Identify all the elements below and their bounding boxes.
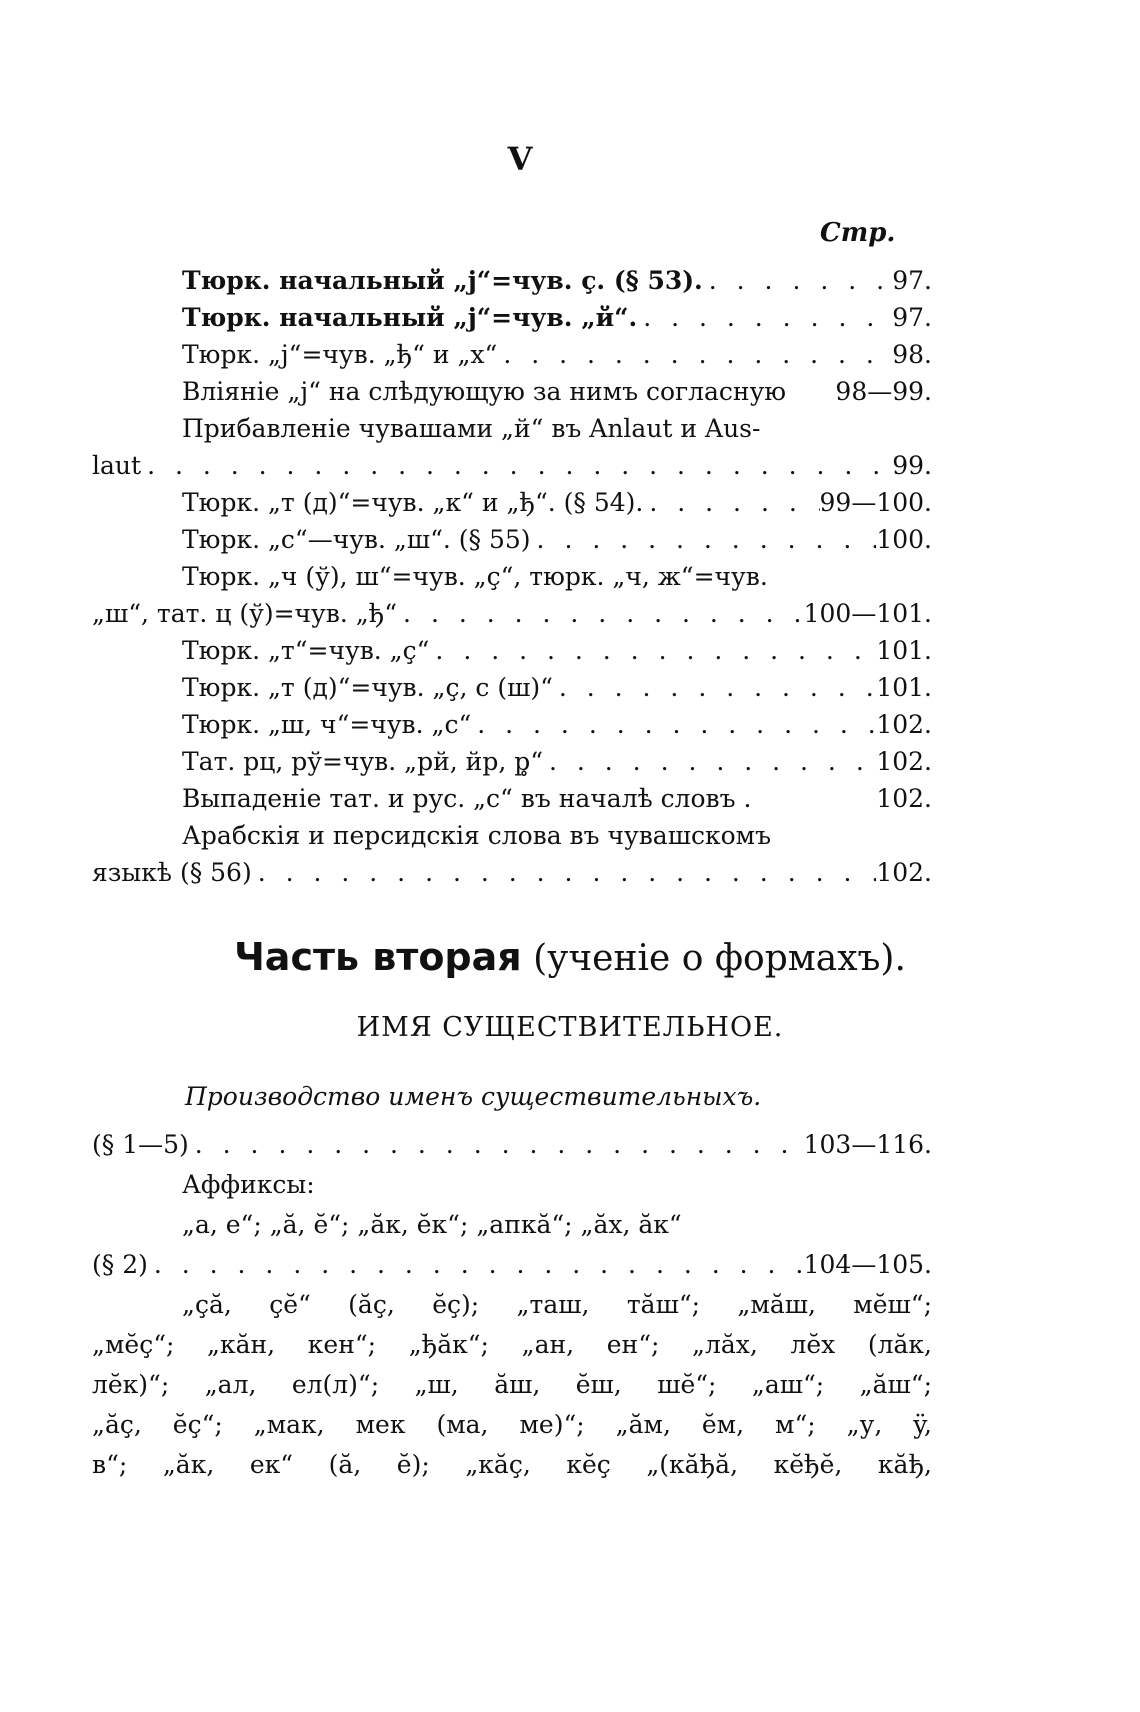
- toc-entry-page: 100.: [876, 525, 932, 554]
- toc-entry-text: Вліяніе „j“ на слѣдующую за нимъ согласную: [182, 377, 787, 406]
- toc-leader: [643, 484, 819, 521]
- toc-entry-text: Прибавленіе чувашами „й“ въ Anlaut и Aus-: [182, 414, 761, 443]
- page-number: V: [507, 140, 533, 178]
- toc-entry-text: Тат. рц, рў=чув. „рй, йр, р̥“: [182, 747, 543, 776]
- toc-entry-text: языкѣ (§ 56): [92, 858, 252, 887]
- toc-entry-page: 102.: [876, 710, 932, 739]
- toc-entry: [92, 373, 932, 410]
- toc-entry-page: 102.: [876, 747, 932, 776]
- toc-leader: [429, 632, 876, 669]
- affix-range-page: 104—105.: [803, 1250, 932, 1279]
- toc-entry-text: Тюрк. начальный „j“=чув. „й“.: [182, 303, 638, 332]
- toc-entry: [92, 484, 932, 521]
- toc-entry-page: 101.: [876, 673, 932, 702]
- subsection-range-row: [92, 1125, 932, 1165]
- toc-entry-page: 99—100.: [819, 488, 932, 517]
- toc-entry: [92, 410, 932, 447]
- toc-entry-page: 98.: [892, 340, 932, 369]
- toc-entry-text: laut: [92, 451, 142, 480]
- toc-entry: [92, 595, 932, 632]
- toc-entry: [92, 632, 932, 669]
- toc-entry: [92, 780, 932, 817]
- toc-entry-text: Тюрк. „т (д)“=чув. „к“ и „ђ“. (§ 54).: [182, 488, 644, 517]
- toc-entry: [92, 299, 932, 336]
- toc-entry-text: Тюрк. „с“—чув. „ш“. (§ 55): [182, 525, 531, 554]
- toc-entry-text: „ш“, тат. ц (ў)=чув. „ђ“: [92, 599, 398, 628]
- toc-entry-text: Тюрк. „j“=чув. „ђ“ и „х“: [182, 340, 498, 369]
- toc-leader: [703, 262, 892, 299]
- part-title-rest: (ученіе о формахъ).: [521, 938, 906, 979]
- toc-entry-page: 98—99.: [835, 377, 932, 406]
- toc-leader: [141, 447, 892, 484]
- toc-entry: [92, 817, 932, 854]
- toc-leader: [471, 706, 876, 743]
- toc-leader: [497, 336, 892, 373]
- toc-entry: [92, 521, 932, 558]
- toc-entry-text: Арабскія и персидскія слова въ чувашскомъ: [182, 821, 771, 850]
- subsection-range-text: (§ 1—5): [92, 1130, 189, 1159]
- toc-entry: [92, 336, 932, 373]
- part-title-bold: Часть вторая: [234, 935, 522, 979]
- toc-entry-text: Тюрк. „т (д)“=чув. „ç, с (ш)“: [182, 673, 553, 702]
- toc-entry: [92, 706, 932, 743]
- affix-paragraph-line: „ăç, ĕç“; „мак, мек (ма, ме)“; „ăм, ĕм, м“; „у, ÿ,: [92, 1410, 932, 1439]
- toc-entry-text: Тюрк. начальный „j“=чув. ç. (§ 53).: [182, 266, 703, 295]
- affix-section: [92, 1125, 932, 1485]
- affixes-label: Аффиксы:: [182, 1170, 315, 1199]
- toc-leader: [543, 743, 876, 780]
- toc-entry-text: Тюрк. „ч (ў), ш“=чув. „ç“, тюрк. „ч, ж“=чув.: [182, 562, 768, 591]
- affix-paragraph-line: „çă, çĕ“ (ăç, ĕç); „таш, тăш“; „мăш, мĕш“;: [182, 1290, 932, 1319]
- affix-line: „а, е“; „ă, ĕ“; „ăк, ĕк“; „апкă“; „ăх, ăк“: [182, 1210, 682, 1239]
- toc-entry: [92, 743, 932, 780]
- toc-entry-page: 102.: [876, 858, 932, 887]
- section-title: ИМЯ СУЩЕСТВИТЕЛЬНОЕ.: [356, 1012, 784, 1043]
- affix-range-text: (§ 2): [92, 1250, 148, 1279]
- toc-entry-text: Тюрк. „т“=чув. „ç“: [182, 636, 430, 665]
- part-title: [0, 935, 1140, 979]
- toc-entry-page: 100—101.: [803, 599, 932, 628]
- toc-leader: [189, 1125, 804, 1165]
- toc-leader: [397, 595, 804, 632]
- subsection-range-page: 103—116.: [803, 1130, 932, 1159]
- toc-entry-page: 97.: [892, 303, 932, 332]
- affix-paragraph-line: „мĕç“; „кăн, кен“; „ђăк“; „ан, ен“; „лăх, лĕх (лăк,: [92, 1330, 932, 1359]
- toc-entry: [92, 558, 932, 595]
- toc-leader: [252, 854, 877, 891]
- subsection-title: Производство именъ существительныхъ.: [185, 1082, 762, 1111]
- toc-entry: [92, 854, 932, 891]
- toc-entry-page: 99.: [892, 451, 932, 480]
- toc-entry-text: Выпаденіе тат. и рус. „с“ въ началѣ словъ .: [182, 784, 752, 813]
- toc-entry: [92, 262, 932, 299]
- affix-range-row: [92, 1245, 932, 1285]
- toc-entry: [92, 669, 932, 706]
- toc-entry-page: 97.: [892, 266, 932, 295]
- toc-leader: [637, 299, 892, 336]
- affix-paragraph-line: лĕк)“; „ал, ел(л)“; „ш, ăш, ĕш, шĕ“; „аш“; „ăш“;: [92, 1370, 932, 1399]
- toc-entry: [92, 447, 932, 484]
- toc-leader: [553, 669, 876, 706]
- toc-leader: [148, 1245, 804, 1285]
- affix-paragraph-line: в“; „ăк, ек“ (ă, ĕ); „кăç, кĕç „(кăђă, кĕђĕ, кăђ,: [92, 1450, 932, 1479]
- toc-entry-page: 101.: [876, 636, 932, 665]
- table-of-contents: [92, 262, 932, 891]
- toc-entry-text: Тюрк. „ш, ч“=чув. „с“: [182, 710, 472, 739]
- toc-entry-page: 102.: [876, 784, 932, 813]
- page-column-header: Стр.: [820, 218, 896, 248]
- toc-leader: [531, 521, 877, 558]
